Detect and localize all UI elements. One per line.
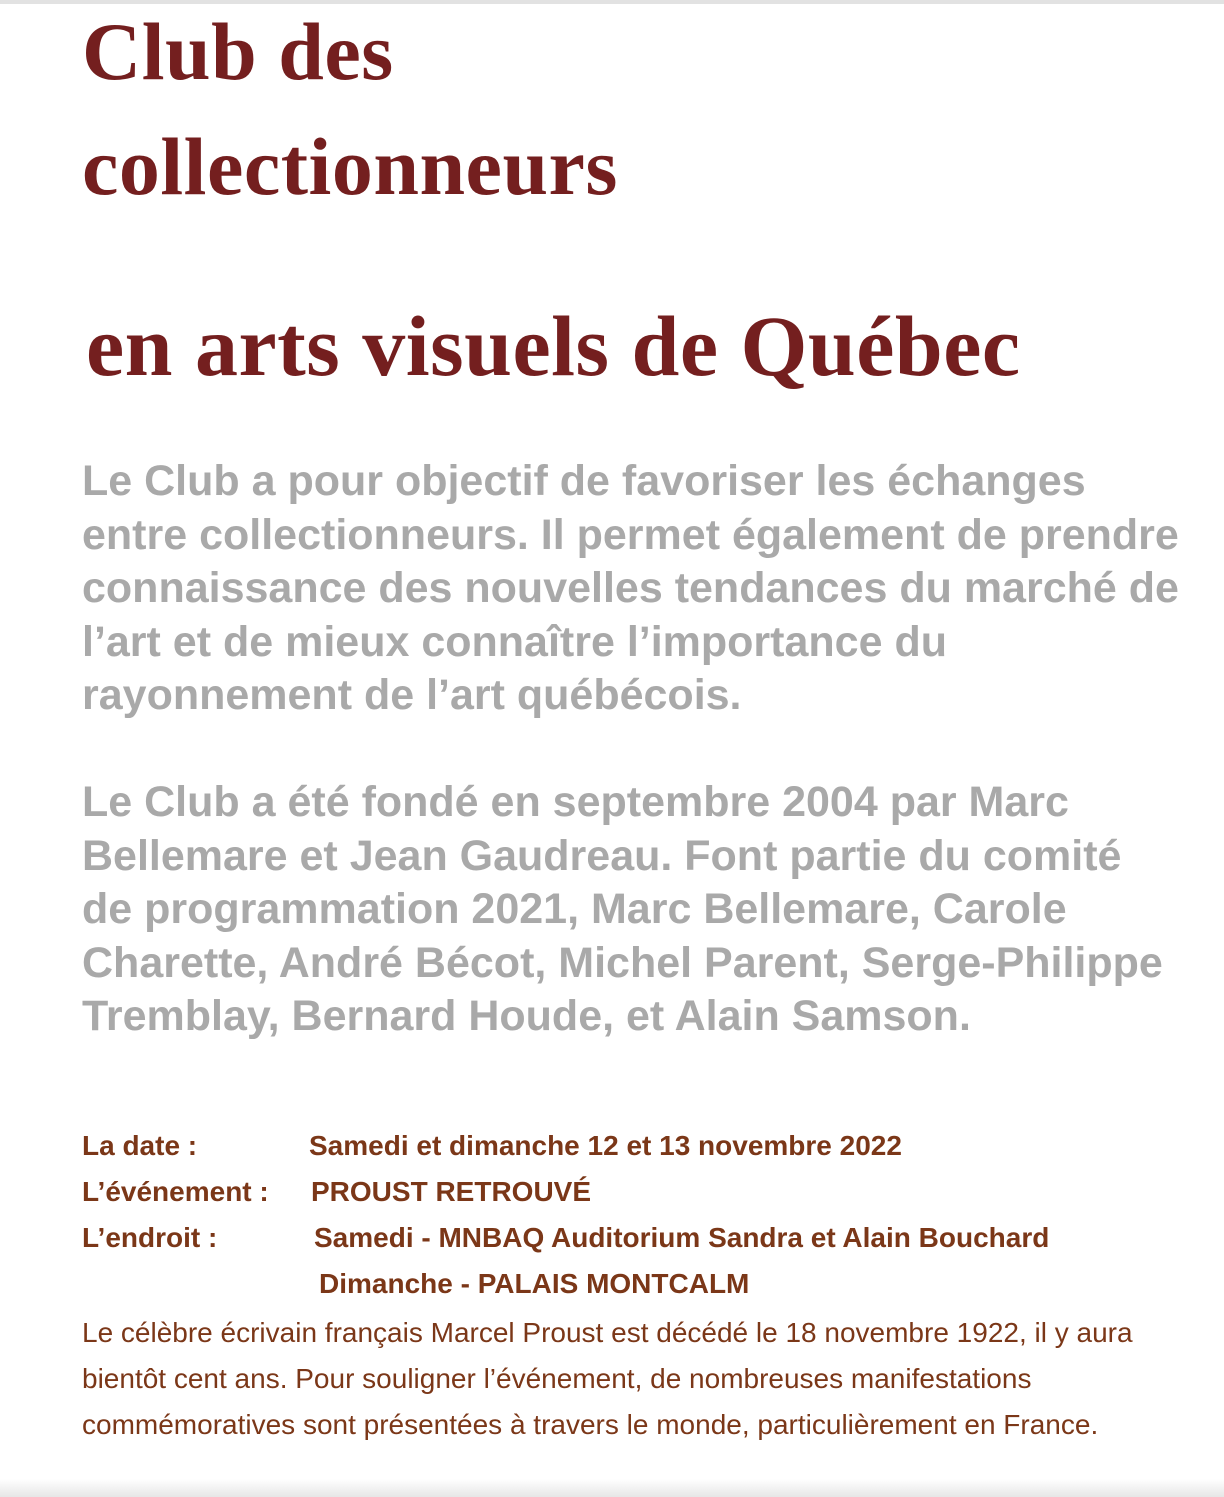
intro-paragraph-objective: Le Club a pour objectif de favoriser les échanges entre collectionneurs. Il permet également de prendre connaissance des nouvelles tendances du marché de l’art et de mieux connaître l’importance du rayonnement de l’art québécois. [82,457,1179,720]
bottom-fade [0,1479,1224,1497]
event-date-value: Samedi et dimanche 12 et 13 novembre 2022 [309,1130,902,1161]
event-name-label: L’événement : [82,1176,269,1207]
event-place-saturday: Samedi - MNBAQ Auditorium Sandra et Alain Bouchard [314,1222,1050,1253]
event-description: Le célèbre écrivain français Marcel Proust est décédé le 18 novembre 1922, il y aura bientôt cent ans. Pour souligner l’événement, de nombreuses manifestations commémoratives sont présentées à travers le monde, particulièrement en France. [82,1317,1133,1440]
page-title-line-1: Club des [82,6,394,97]
page-title-line-3: en arts visuels de Québec [86,298,1021,394]
intro-paragraph-founding: Le Club a été fondé en septembre 2004 par Marc Bellemare et Jean Gaudreau. Font partie du comité de programmation 2021, Marc Bellemare, Carole Charette, André Bécot, Michel Parent, Serge-Philippe Tremblay, Bernard Houde, et Alain Samson. [82,778,1163,1041]
page-title-line-2: collectionneurs [82,121,618,212]
event-name-value: PROUST RETROUVÉ [311,1176,592,1207]
event-place-sunday: Dimanche - PALAIS MONTCALM [319,1268,750,1299]
event-place-label: L’endroit : [82,1222,218,1253]
event-date-label: La date : [82,1130,198,1161]
